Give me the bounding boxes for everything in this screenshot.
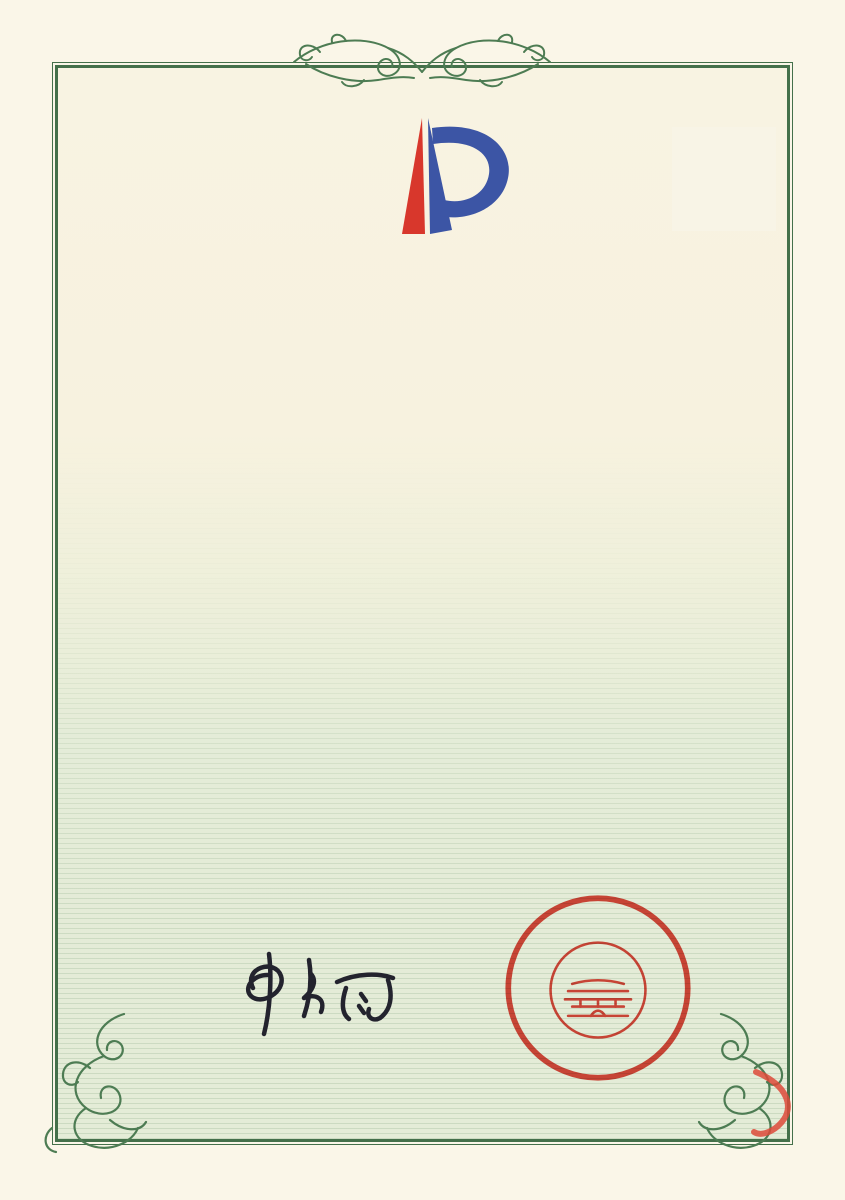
barcode (100, 927, 324, 943)
top-border-dragon-ornament (290, 30, 554, 90)
field-row-inventor (98, 412, 778, 436)
field-row-address (98, 620, 778, 644)
signature-handwritten (225, 948, 405, 1048)
field-row-patent-no (98, 464, 778, 488)
bottom-left-corner-flourish (28, 1008, 148, 1158)
field-row-grant-date (98, 672, 778, 696)
field-row-filing-date (98, 516, 778, 540)
field-row-name (98, 360, 778, 384)
red-flourish (748, 1066, 806, 1142)
logo-red-wedge (402, 118, 425, 234)
field-row-patentee (98, 568, 778, 592)
logo-p-bowl (432, 127, 509, 218)
official-seal (500, 890, 696, 1086)
qr-code (672, 127, 776, 231)
national-emblem (551, 943, 646, 1038)
cnipa-logo (338, 112, 518, 244)
